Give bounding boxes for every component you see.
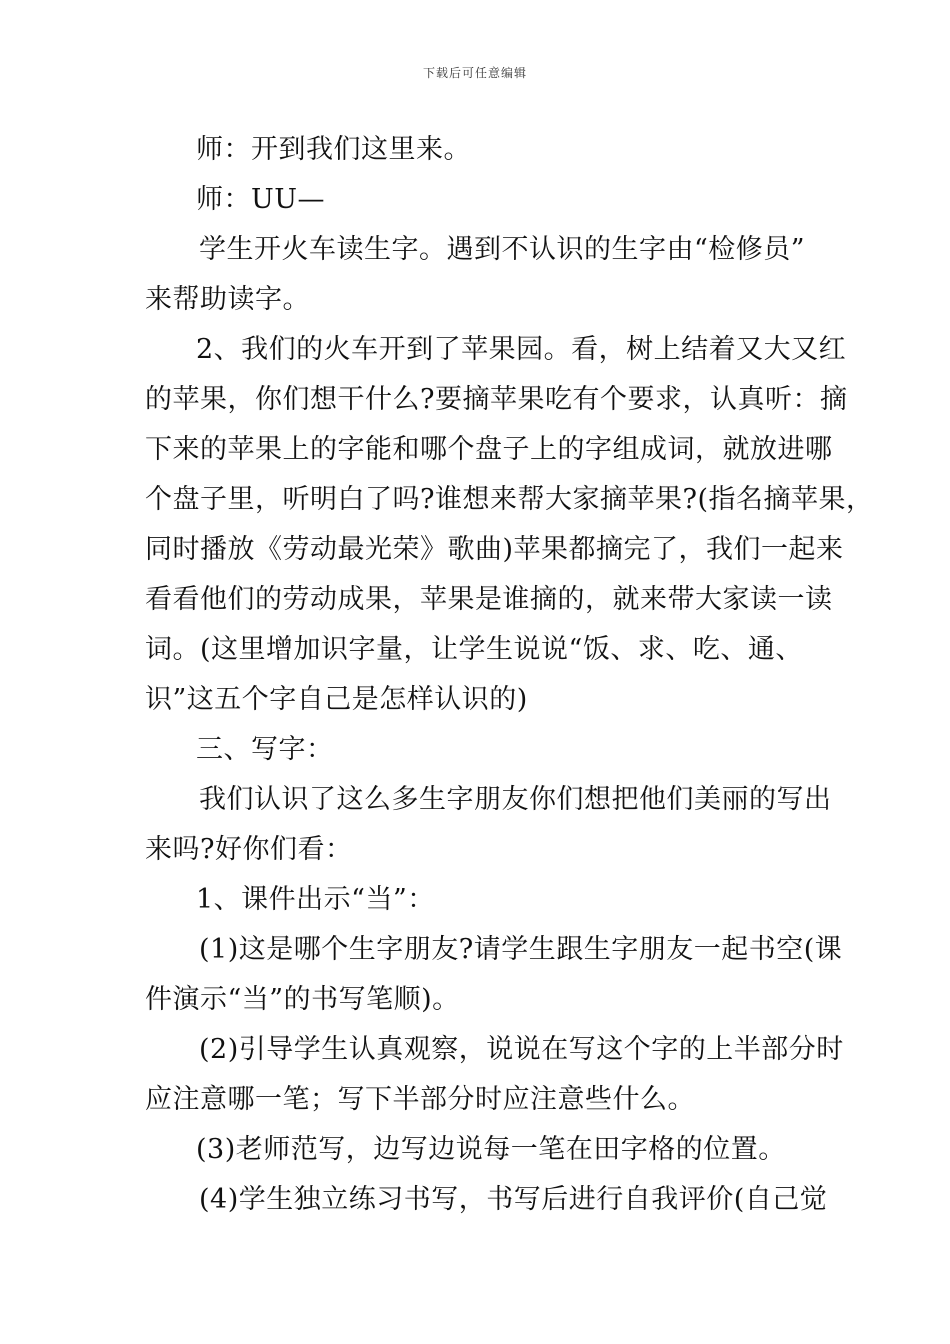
text-line: (3)老师范写，边写边说每一笔在田字格的位置。	[196, 1134, 786, 1165]
text-line: 我们认识了这么多生字朋友你们想把他们美丽的写出	[199, 784, 832, 815]
text-line: 1、课件出示“当”：	[196, 884, 435, 915]
text-line: (2)引导学生认真观察，说说在写这个字的上半部分时	[199, 1034, 844, 1065]
text-line: 学生开火车读生字。遇到不认识的生字由“检修员”	[199, 234, 806, 265]
page-header: 下载后可任意编辑	[422, 66, 527, 80]
text-line: 词。(这里增加识字量，让学生说说“饭、求、吃、通、	[145, 634, 803, 665]
text-line: 师：UU—	[196, 184, 326, 215]
text-line: 来帮助读字。	[145, 284, 310, 315]
text-line: 件演示“当”的书写笔顺)。	[145, 984, 460, 1015]
text-line: (4)学生独立练习书写，书写后进行自我评价(自己觉	[199, 1184, 828, 1215]
text-line: 看看他们的劳动成果，苹果是谁摘的，就来带大家读一读	[145, 584, 833, 615]
section-heading: 三、写字：	[196, 734, 334, 765]
text-line: 识”这五个字自己是怎样认识的)	[145, 684, 528, 715]
text-line: 2、我们的火车开到了苹果园。看，树上结着又大又红	[196, 334, 847, 365]
text-line: 下来的苹果上的字能和哪个盘子上的字组成词，就放进哪	[145, 434, 833, 465]
text-line: 师：开到我们这里来。	[196, 134, 471, 165]
text-line: 应注意哪一笔；写下半部分时应注意些什么。	[145, 1084, 695, 1115]
text-line: 同时播放《劳动最光荣》歌曲)苹果都摘完了，我们一起来	[145, 534, 844, 565]
text-line: 来吗?好你们看：	[145, 834, 353, 865]
text-line: 的苹果，你们想干什么?要摘苹果吃有个要求，认真听：摘	[145, 384, 848, 415]
text-line: (1)这是哪个生字朋友?请学生跟生字朋友一起书空(课	[199, 934, 843, 965]
text-line: 个盘子里，听明白了吗?谁想来帮大家摘苹果?(指名摘苹果，	[145, 484, 874, 515]
